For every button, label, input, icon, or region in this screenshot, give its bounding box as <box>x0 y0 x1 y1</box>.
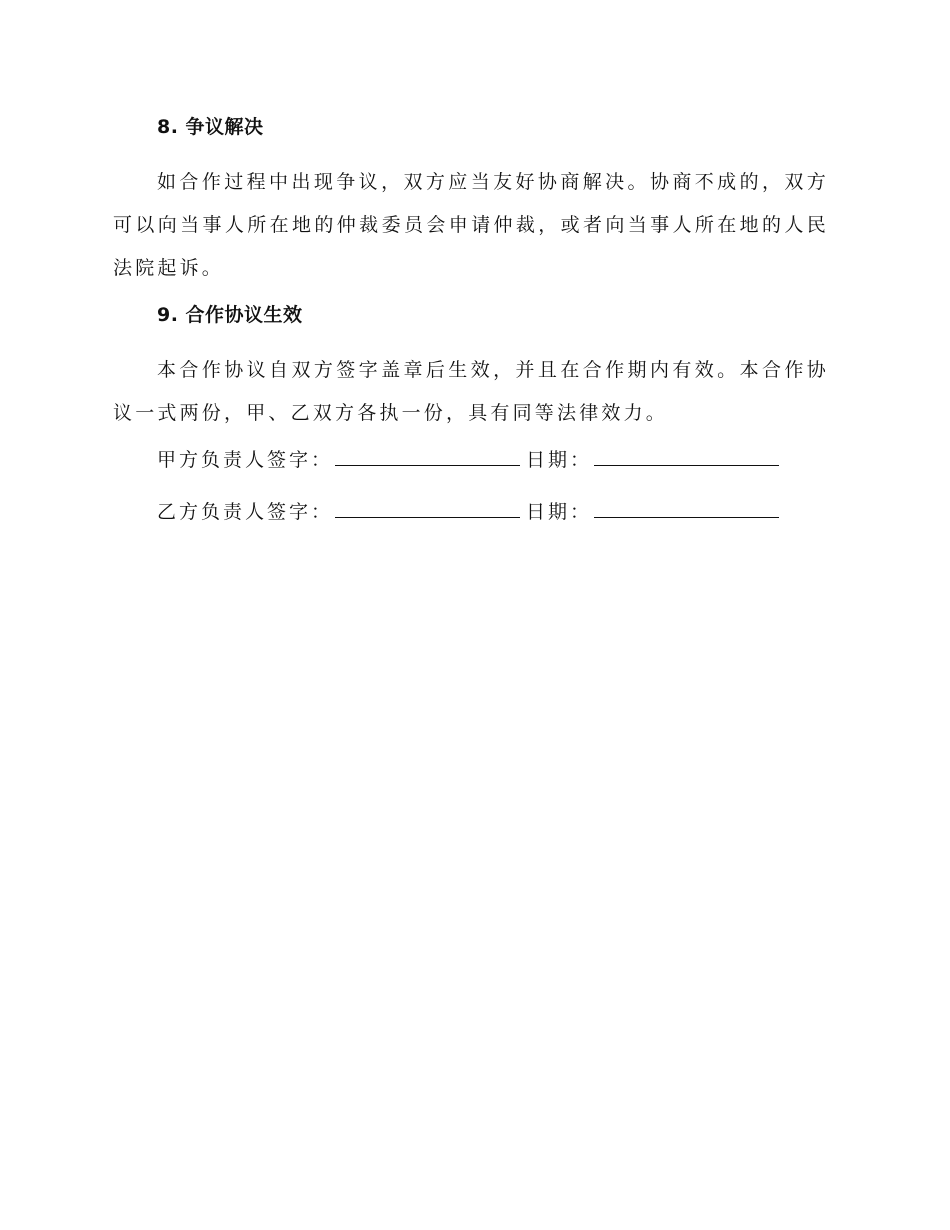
document-body <box>113 112 829 547</box>
section-heading-effectiveness: 9. 合作协议生效 <box>157 304 303 326</box>
date-line-party-b <box>594 495 779 518</box>
signature-row-party-a <box>113 443 829 475</box>
signature-row-party-b <box>113 495 829 527</box>
date-label-party-a: 日期： <box>526 449 593 471</box>
signature-label-party-b: 乙方负责人签字： <box>157 501 334 523</box>
date-label-party-b: 日期： <box>526 501 593 523</box>
signature-line-party-b <box>335 495 520 518</box>
section-paragraph-dispute: 如合作过程中出现争议，双方应当友好协商解决。协商不成的，双方可以向当事人所在地的仲裁委员会申请仲裁，或者向当事人所在地的人民法院起诉。 <box>113 171 829 279</box>
date-line-party-a <box>594 443 779 466</box>
signature-label-party-a: 甲方负责人签字： <box>157 449 334 471</box>
section-heading-dispute: 8. 争议解决 <box>157 116 264 138</box>
signature-line-party-a <box>335 443 520 466</box>
section-paragraph-effectiveness: 本合作协议自双方签字盖章后生效，并且在合作期内有效。本合作协议一式两份，甲、乙双方各执一份，具有同等法律效力。 <box>113 359 829 424</box>
